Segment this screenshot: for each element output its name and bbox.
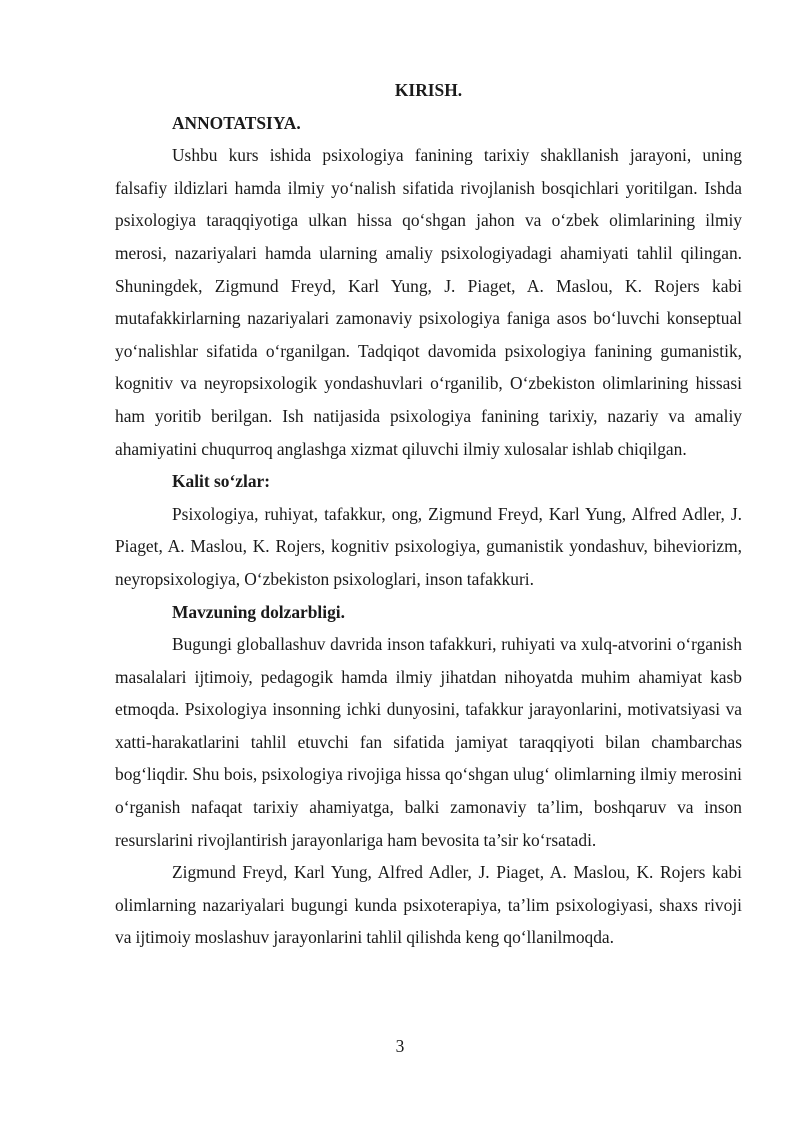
keywords-paragraph: Psixologiya, ruhiyat, tafakkur, ong, Zigmund Freyd, Karl Yung, Alfred Adler, J. Piaget, A. Maslou, K. Rojers, kognitiv psixologiya, gumanistik yondashuv, biheviorizm, neyropsixologiya, O‘zbekiston psixologlari, inson tafakkuri. [115, 503, 742, 589]
keywords-heading: Kalit so‘zlar: [172, 471, 271, 492]
document-title: KIRISH. [394, 80, 463, 100]
relevance-paragraph-1: Bugungi globallashuv davrida inson tafakkuri, ruhiyati va xulq-atvorini o‘rganish masalalari ijtimoiy, pedagogik hamda ilmiy jihatdan nihoyatda muhim ahamiyat kasb etmoqda. Psixologiya insonning ichki dunyosini, tafakkur jarayonlarini, motivatsiyasi va xatti-harakatlarini tahlil etuvchi fan sifatida jamiyat taraqqiyoti bilan chambarchas bog‘liqdir. Shu bois, psixologiya rivojiga hissa qo‘shgan ulug‘ olimlarning ilmiy merosini o‘rganish nafaqat tarixiy ahamiyatga, balki zamonaviy ta’lim, boshqaruv va inson resurslarini rivojlantirish jarayonlariga ham bevosita ta’sir ko‘rsatadi. [115, 634, 742, 850]
document-page [115, 74, 742, 954]
relevance-paragraph-2: Zigmund Freyd, Karl Yung, Alfred Adler, J. Piaget, A. Maslou, K. Rojers kabi olimlarning nazariyalari bugungi kunda psixoterapiya, ta’lim psixologiyasi, shaxs rivoji va ijtimoiy moslashuv jarayonlarini tahlil qilishda keng qo‘llanilmoqda. [115, 862, 742, 948]
annotation-paragraph: Ushbu kurs ishida psixologiya fanining tarixiy shakllanish jarayoni, uning falsafiy ildizlari hamda ilmiy yo‘nalish sifatida rivojlanish bosqichlari yoritilgan. Ishda psixologiya taraqqiyotiga ulkan hissa qo‘shgan jahon va o‘zbek olimlarining ilmiy merosi, nazariyalari hamda ularning amaliy psixologiyadagi ahamiyati tahlil qilingan. Shuningdek, Zigmund Freyd, Karl Yung, J. Piaget, A. Maslou, K. Rojers kabi mutafakkirlarning nazariyalari zamonaviy psixologiya faniga asos bo‘luvchi konseptual yo‘nalishlar sifatida o‘rganilgan. Tadqiqot davomida psixologiya fanining gumanistik, kognitiv va neyropsixologik yondashuvlari o‘rganilib, O‘zbekiston olimlarining hissasi ham yoritib berilgan. Ish natijasida psixologiya fanining tarixiy, nazariy va amaliy ahamiyatini chuqurroq anglashga xizmat qiluvchi ilmiy xulosalar ishlab chiqilgan. [115, 145, 742, 459]
relevance-heading: Mavzuning dolzarbligi. [172, 601, 345, 622]
annotation-heading: ANNOTATSIYA. [172, 112, 301, 133]
page-number: 3 [395, 1036, 405, 1056]
